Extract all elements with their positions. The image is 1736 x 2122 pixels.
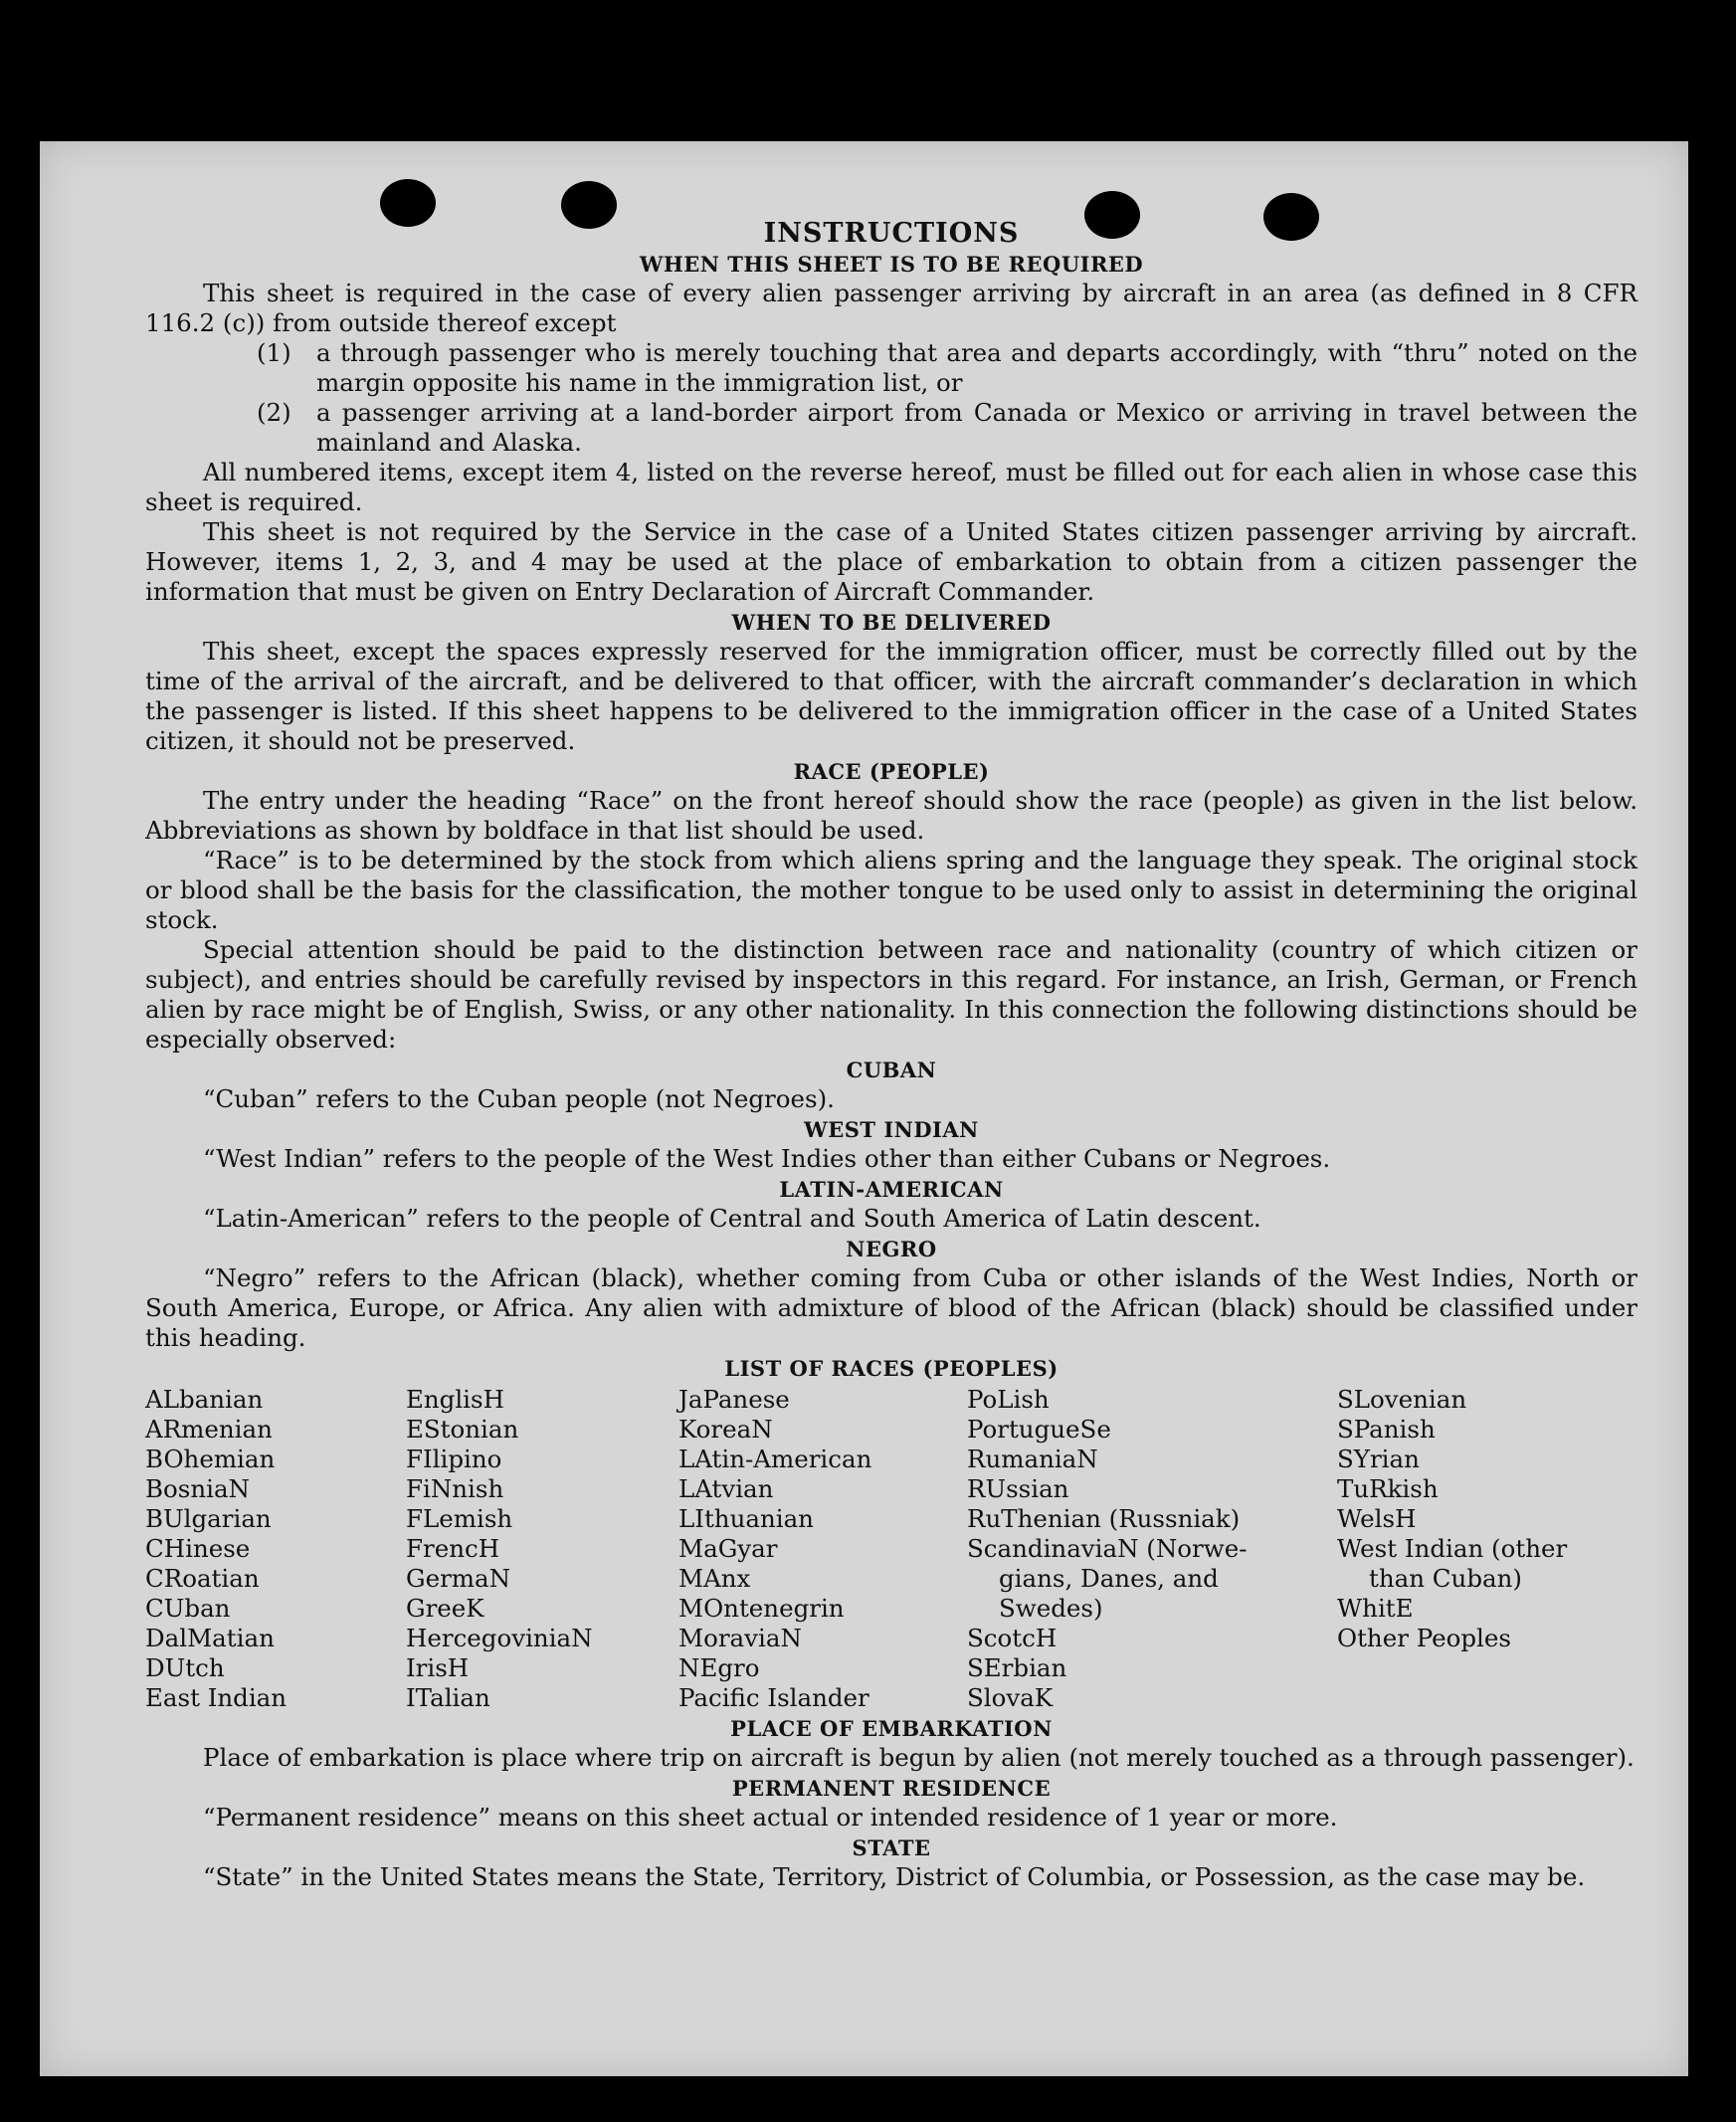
race-entry: PortugueSe: [967, 1415, 1111, 1444]
race-entry-continuation: than Cuban): [1369, 1564, 1522, 1593]
item-text: a passenger arriving at a land-border airport from Canada or Mexico or arriving in travel between the mainland and Alaska.: [316, 398, 1638, 457]
races-column: [406, 1385, 678, 1713]
race-entry: Other Peoples: [1337, 1624, 1511, 1652]
race-entry: ScotcH: [967, 1624, 1058, 1652]
race-entry: RUssian: [967, 1474, 1069, 1503]
heading-state: STATE: [852, 1835, 931, 1860]
race-entry: WelsH: [1337, 1504, 1417, 1533]
item-text: a through passenger who is merely touching that area and departs accordingly, with “thru” noted on the margin opposite his name in the immigration list, or: [316, 338, 1638, 397]
race-entry: NEgro: [678, 1653, 760, 1682]
heading-list-of-races: LIST OF RACES (PEOPLES): [724, 1356, 1059, 1381]
paragraph: “West Indian” refers to the people of the West Indies other than either Cubans or Negroes.: [203, 1144, 1331, 1173]
race-entry: EnglisH: [406, 1385, 504, 1414]
race-entry: SLovenian: [1337, 1385, 1467, 1414]
paragraph: “Negro” refers to the African (black), whether coming from Cuba or other islands of the West Indies, North or South America, Europe, or Africa. Any alien with admixture of blood of the African (black) should be classified under this heading.: [145, 1263, 1638, 1352]
item-number: (1): [257, 338, 291, 367]
race-entry: MOntenegrin: [678, 1594, 845, 1623]
race-entry: MaGyar: [678, 1534, 778, 1563]
paragraph: “Latin-American” refers to the people of Central and South America of Latin descent.: [203, 1204, 1261, 1233]
race-entry: LIthuanian: [678, 1504, 814, 1533]
item-number: (2): [257, 398, 291, 427]
heading-negro: NEGRO: [846, 1237, 937, 1261]
race-entry: SlovaK: [967, 1683, 1054, 1712]
race-entry: TuRkish: [1337, 1474, 1439, 1503]
paragraph: “Cuban” refers to the Cuban people (not Negroes).: [203, 1084, 835, 1113]
paragraph: “State” in the United States means the State, Territory, District of Columbia, or Possession, as the case may be.: [203, 1862, 1586, 1891]
paragraph: “Race” is to be determined by the stock from which aliens spring and the language they speak. The original stock or blood shall be the basis for the classification, the mother tongue to be used only to assist in determining the original stock.: [145, 846, 1638, 934]
race-entry-continuation: gians, Danes, and: [999, 1564, 1219, 1593]
heading-when-required: WHEN THIS SHEET IS TO BE REQUIRED: [639, 252, 1144, 277]
paragraph: Special attention should be paid to the distinction between race and nationality (country of which citizen or subject), and entries should be carefully revised by inspectors in this regard. For instance, an Irish, German, or French alien by race might be of English, Swiss, or any other nationality. In this connection the following distinctions should be especially observed:: [145, 935, 1638, 1054]
paragraph: This sheet is not required by the Service in the case of a United States citizen passenger arriving by aircraft. However, items 1, 2, 3, and 4 may be used at the place of embarkation to obtain from a citizen passenger the information that must be given on Entry Declaration of Aircraft Commander.: [145, 517, 1638, 606]
race-entry: FrencH: [406, 1534, 500, 1563]
race-entry: SPanish: [1337, 1415, 1436, 1444]
race-entry: West Indian (other: [1337, 1534, 1568, 1563]
race-entry: CHinese: [145, 1534, 251, 1563]
race-entry: IrisH: [406, 1653, 470, 1682]
race-entry: ARmenian: [145, 1415, 273, 1444]
races-table: [145, 1385, 1638, 1713]
heading-when-delivered: WHEN TO BE DELIVERED: [731, 610, 1052, 635]
race-entry: RumaniaN: [967, 1445, 1098, 1473]
exception-list: [257, 338, 1638, 458]
heading-permanent-residence: PERMANENT RESIDENCE: [731, 1776, 1052, 1801]
instructions-content: [145, 219, 1638, 1892]
race-entry: JaPanese: [678, 1385, 790, 1414]
race-entry: MAnx: [678, 1564, 751, 1593]
paragraph: This sheet is required in the case of every alien passenger arriving by aircraft in an area (as defined in 8 CFR 116.2 (c)) from outside thereof except: [145, 279, 1638, 337]
race-entry: East Indian: [145, 1683, 288, 1712]
heading-west-indian: WEST INDIAN: [804, 1117, 979, 1142]
race-entry: GreeK: [406, 1594, 484, 1623]
race-entry: WhitE: [1337, 1594, 1414, 1623]
race-entry: BOhemian: [145, 1445, 276, 1473]
race-entry: ScandinaviaN (Norwe-: [967, 1534, 1248, 1563]
list-item: [257, 338, 1638, 398]
race-entry: FLemish: [406, 1504, 513, 1533]
race-entry: BUlgarian: [145, 1504, 272, 1533]
race-entry: FIlipino: [406, 1445, 502, 1473]
race-entry: ALbanian: [145, 1385, 264, 1414]
race-entry: CRoatian: [145, 1564, 260, 1593]
document-sheet: [40, 141, 1688, 2076]
race-entry: SYrian: [1337, 1445, 1420, 1473]
race-entry: LAtvian: [678, 1474, 774, 1503]
race-entry: PoLish: [967, 1385, 1050, 1414]
heading-race: RACE (PEOPLE): [793, 759, 990, 784]
race-entry: DUtch: [145, 1653, 225, 1682]
list-item: [257, 398, 1638, 458]
paragraph: The entry under the heading “Race” on the front hereof should show the race (people) as given in the list below. Abbreviations as shown by boldface in that list should be used.: [145, 786, 1638, 845]
heading-cuban: CUBAN: [846, 1058, 937, 1082]
paragraph: This sheet, except the spaces expressly reserved for the immigration officer, must be correctly filled out by the time of the arrival of the aircraft, and be delivered to that officer, with the aircraft commander’s declaration in which the passenger is listed. If this sheet happens to be delivered to the immigration officer in the case of a United States citizen, it should not be preserved.: [145, 637, 1638, 755]
race-entry-continuation: Swedes): [999, 1594, 1103, 1623]
race-entry: EStonian: [406, 1415, 519, 1444]
race-entry: BosniaN: [145, 1474, 250, 1503]
race-entry: LAtin-American: [678, 1445, 872, 1473]
race-entry: FiNnish: [406, 1474, 504, 1503]
race-entry: HercegoviniaN: [406, 1624, 593, 1652]
race-entry: SErbian: [967, 1653, 1067, 1682]
race-entry: CUban: [145, 1594, 231, 1623]
races-column: [145, 1385, 406, 1713]
race-entry: Pacific Islander: [678, 1683, 869, 1712]
race-entry: GermaN: [406, 1564, 511, 1593]
race-entry: MoraviaN: [678, 1624, 802, 1652]
page-title: INSTRUCTIONS: [763, 218, 1020, 249]
races-column: [678, 1385, 967, 1713]
paragraph: All numbered items, except item 4, listed on the reverse hereof, must be filled out for each alien in whose case this sheet is required.: [145, 458, 1638, 516]
race-entry: DalMatian: [145, 1624, 275, 1652]
race-entry: KoreaN: [678, 1415, 773, 1444]
heading-latin-american: LATIN-AMERICAN: [779, 1177, 1004, 1202]
paragraph: Place of embarkation is place where trip on aircraft is begun by alien (not merely touched as a through passenger).: [203, 1743, 1635, 1772]
race-entry: ITalian: [406, 1683, 490, 1712]
races-column: [967, 1385, 1337, 1713]
race-entry: RuThenian (Russniak): [967, 1504, 1241, 1533]
paragraph: “Permanent residence” means on this sheet actual or intended residence of 1 year or more.: [203, 1803, 1338, 1832]
heading-embarkation: PLACE OF EMBARKATION: [730, 1716, 1053, 1741]
races-column: [1337, 1385, 1636, 1713]
